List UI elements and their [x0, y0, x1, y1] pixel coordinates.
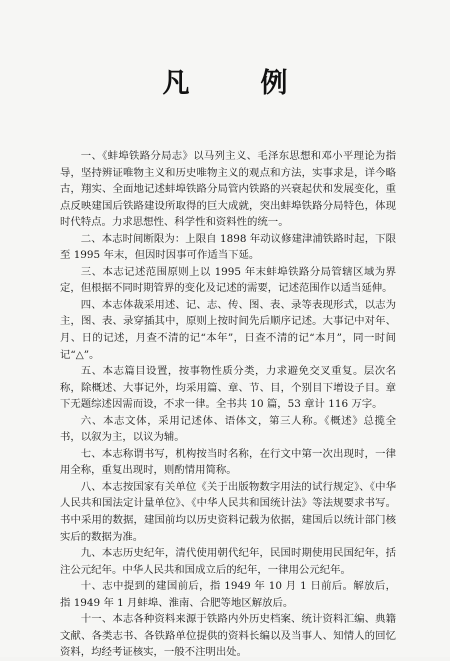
paragraph-4: 四、本志体裁采用述、记、志、传、图、表、录等表现形式，以志为主，图、表、录穿插其中，原则上按时间先后顺序记述。大事记中对年、月、日的记述，月查不清的记“本年”，日查不清的记“本月”，同一时间记“△”。 [60, 298, 396, 361]
paragraph-9: 九、本志历史纪年，清代使用朝代纪年，民国时期使用民国纪年，括注公元纪年。中华人民共和国成立后的纪年，一律用公元纪年。 [60, 547, 396, 576]
paragraph-8: 八、本志按国家有关单位《关于出版物数字用法的试行规定》、《中华人民共和国法定计量单位》、《中华人民共和国统计法》等法规要求书写。书中采用的数据，建国前均以历史资料记载为依据，建国后以统计部门核实后的数据为准。 [60, 480, 396, 543]
paragraph-6: 六、本志文体，采用记述体、语体文，第三人称。《概述》总揽全书，以叙为主，以议为辅。 [60, 414, 396, 444]
paragraph-7: 七、本志称谓书写，机构按当时名称，在行文中第一次出现时，一律用全称，重复出现时，则酌情用简称。 [60, 447, 396, 477]
paragraph-11: 十一、本志各种资料来源于铁路内外历史档案、统计资料汇编、典籍文献、各类志书、各铁路单位提供的资料长编以及当事人、知情人的回忆资料，均经考证核实，一般不注明出处。 [60, 613, 396, 659]
body-text [60, 148, 396, 661]
paragraph-5: 五、本志篇目设置，按事物性质分类，力求避免交叉重复。层次名称，除概述、大事记外，均采用篇、章、节、目，个别目下增设子目。章下无题综述因需而设，不求一律。全书共 10 篇，53 章计 116 万字。 [60, 365, 396, 411]
paragraph-3: 三、本志记述范围原则上以 1995 年末蚌埠铁路分局管辖区域为界定，但根据不同时期管界的变化及记述的需要，记述范围作以适当延伸。 [60, 265, 396, 295]
paragraph-10: 十、志中提到的建国前后，指 1949 年 10 月 1 日前后。解放后，指 1949 年 1 月蚌埠、淮南、合肥等地区解放后。 [60, 580, 396, 609]
paragraph-2: 二、本志时间断限为：上限自 1898 年动议修建津浦铁路时起，下限至 1995 年末，但因时因事可作适当下延。 [60, 232, 396, 262]
page-title: 凡 例 [162, 68, 310, 99]
paragraph-1: 一、《蚌埠铁路分局志》以马列主义、毛泽东思想和邓小平理论为指导，坚持辨证唯物主义和历史唯物主义的观点和方法，实事求是，详今略古，翔实、全面地记述蚌埠铁路分局管内铁路的兴衰起伏和发展变化，重点反映建国后铁路建设所取得的巨大成就，突出蚌埠铁路分局特色，体现时代特点。力求思想性、科学性和资料性的统一。 [60, 150, 396, 229]
